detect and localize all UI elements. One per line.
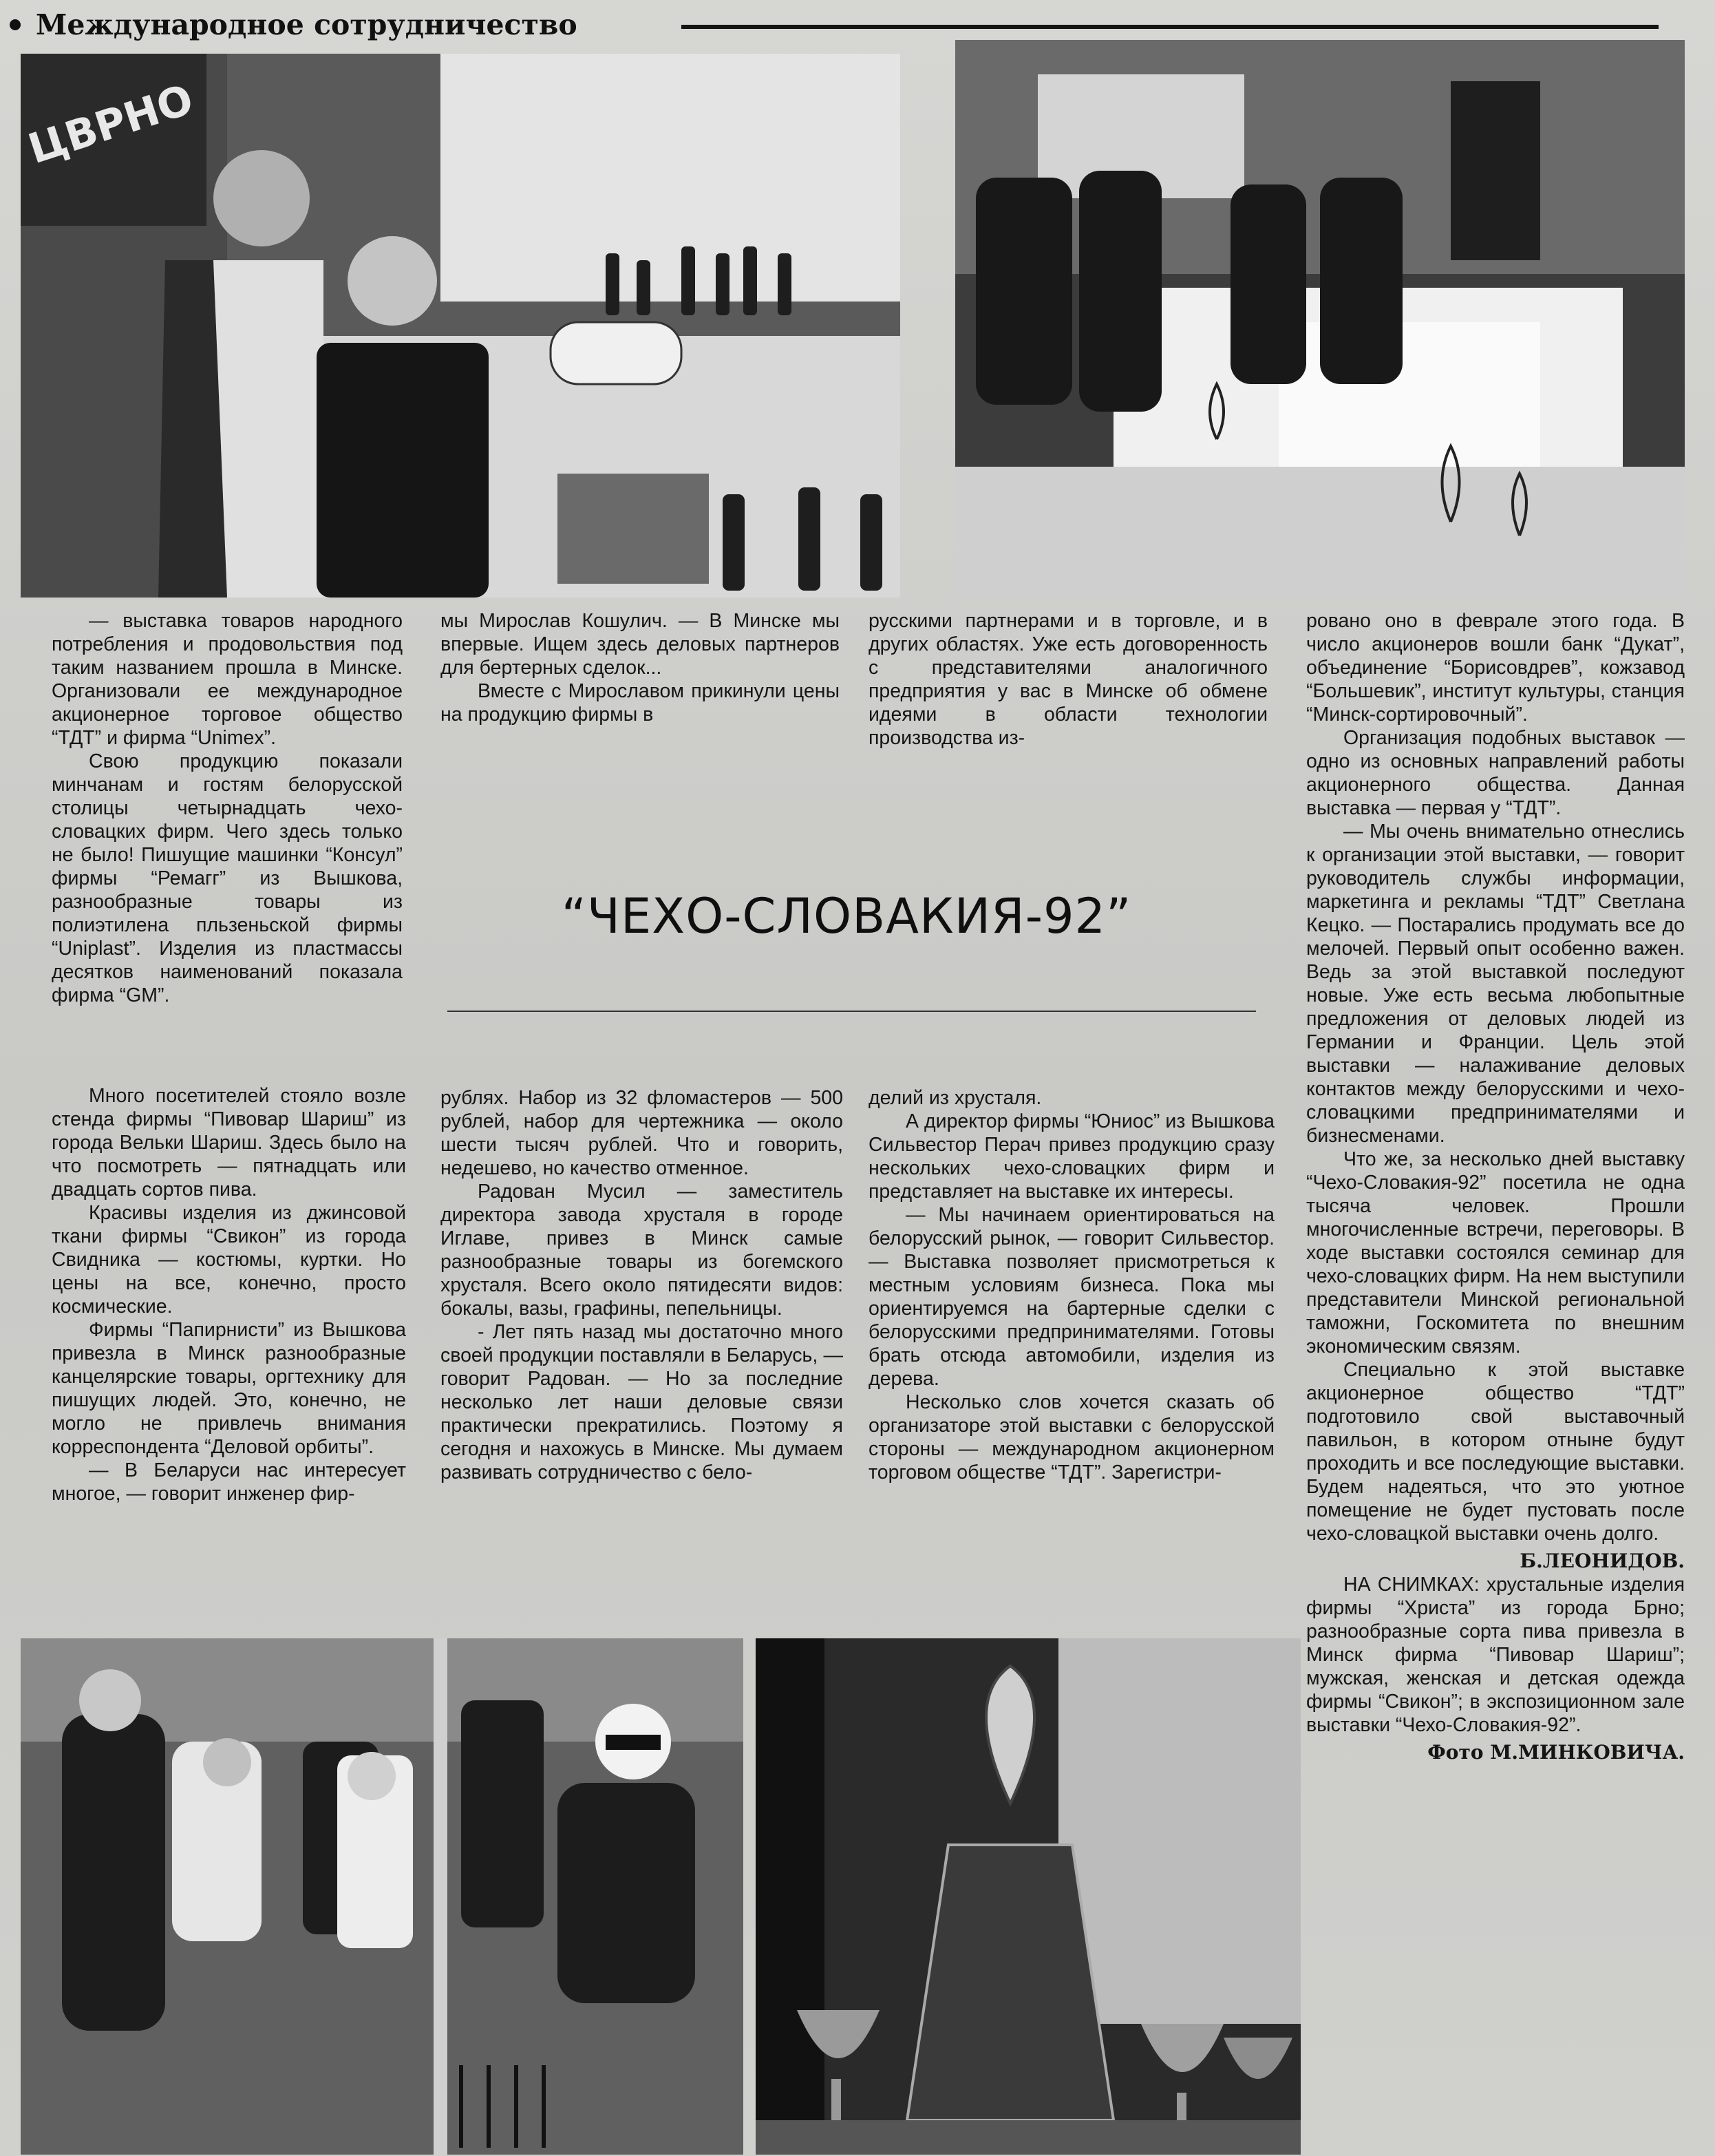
- article-headline: “ЧЕХО-СЛОВАКИЯ-92”: [561, 888, 1132, 944]
- headline-rule: [447, 1011, 1256, 1012]
- paragraph: — Мы очень внимательно отнеслись к организации этой выставки, — говорит руководитель службы информации, маркетинга и рекламы “ТДТ” Светлана Кецко. — Постарались продумать все до мелочей. Первый опыт особенно важен. Ведь за этой выставкой последуют новые. Уже есть весьма любопытные предложения от деловых людей из Германии и Франции. Цель этой выставки — налаживание деловых контактов между белорусскими и чехо-словацкими предпринимателями и бизнесменами.: [1306, 821, 1685, 1147]
- paragraph: Что же, за несколько дней выставку “Чехо-Словакия-92” посетила не одна тысяча человек. Прошли многочисленные встречи, переговоры. В ходе выставки состоялся семинар для чехо-словацких фирм. На нем выступили представители Минской региональной таможни, Госкомитета по внешним экономическим связям.: [1306, 1148, 1685, 1357]
- lower-column-2: [440, 1086, 843, 1484]
- paragraph: Специально к этой выставке акционерное общество “ТДТ” подготовило свой выставочный павильон, в котором отныне будут проходить и все последующие выставки. Будем надеяться, что это уютное помещение не будет пустовать после чехо-словацкой выставки очень долго.: [1306, 1359, 1685, 1545]
- paragraph: Фирмы “Папирнисти” из Вышкова привезла в Минск разнообразные канцелярские товары, оргтехнику для пишущих людей. Это, конечно, не могло не привлечь внимания корреспондента “Деловой орбиты”.: [52, 1319, 406, 1458]
- paragraph: рублях. Набор из 32 фломастеров — 500 рублей, набор для чертежника — около шести тысяч рублей. Что и говорить, недешево, но качество отменное.: [440, 1087, 843, 1179]
- photo-exhibition-hall: [955, 40, 1685, 598]
- bullet-icon: [10, 19, 21, 30]
- author-byline: Б.ЛЕОНИДОВ.: [1520, 1550, 1685, 1572]
- photo-clothing-stand: [21, 1638, 743, 2155]
- rubric-title: Международное сотрудничество: [36, 8, 577, 41]
- upper-column-2: [440, 609, 840, 726]
- photo-caption: НА СНИМКАХ: хрустальные изделия фирмы “Христа” из города Брно; разнообразные сорта пива привезла в Минск фирма “Пивовар Шариш”; мужская, женская и детская одежда фирмы “Свикон”; в экспозиционном зале выставки “Чехо-Словакия-92”.: [1306, 1574, 1685, 1736]
- paragraph: Вместе с Мирославом прикинули цены на продукцию фирмы в: [440, 680, 840, 726]
- photo-credit: Фото М.МИНКОВИЧА.: [1427, 1741, 1685, 1764]
- paragraph: Свою продукцию показали минчанам и гостям белорусской столицы четырнадцать чехо-словацких фирм. Чего здесь только не было! Пишущие машинки “Консул” фирмы “Ремагг” из Вышкова, разнообразные товары из полиэтилена пльзеньской фирмы “Uniplast”. Изделия из пластмассы десятков наименований показала фирма “GM”.: [52, 750, 403, 1006]
- upper-column-3: [869, 609, 1268, 750]
- photo-exhibition-hall-image: [955, 40, 1685, 598]
- photo-beer-stand: [21, 54, 900, 598]
- photo-clothing-stand-image: [21, 1638, 743, 2155]
- paragraph: мы Мирослав Кошулич. — В Минске мы впервые. Ищем здесь деловых партнеров для бертерных сделок...: [440, 610, 840, 679]
- right-column: [1306, 609, 1685, 1764]
- section-rubric: [10, 4, 577, 45]
- paragraph: Несколько слов хочется сказать об организаторе этой выставки с белорусской стороны — международном акционерном торговом обществе “ТДТ”. Зарегистри-: [869, 1391, 1275, 1483]
- paragraph: А директор фирмы “Юниос” из Вышкова Сильвестор Перач привез продукцию сразу нескольких чехо-словацких фирм и представляет на выставке их интересы.: [869, 1110, 1275, 1203]
- paragraph: — В Беларуси нас интересует многое, — говорит инженер фир-: [52, 1459, 406, 1505]
- paragraph: русскими партнерами и в торговле, и в других областях. Уже есть договоренность с представителями аналогичного предприятия у вас в Минске об обмене идеями в области технологии производства из-: [869, 610, 1268, 749]
- paragraph: делий из хрусталя.: [869, 1087, 1042, 1109]
- photo-crystal: [756, 1638, 1301, 2155]
- lower-column-1: [52, 1084, 406, 1505]
- paragraph: — выставка товаров народного потребления и продовольствия под таким названием прошла в Минске. Организовали ее международное акционерное торговое общество “ТДТ” и фирма “Unimex”.: [52, 610, 403, 749]
- paragraph: - Лет пять назад мы достаточно много своей продукции поставляли в Беларусь, — говорит Радован. — Но за последние несколько лет наши деловые связи практически прекратились. Поэтому я сегодня и нахожусь в Минске. Мы думаем развивать сотрудничество с бело-: [440, 1321, 843, 1483]
- rubric-rule: [681, 25, 1659, 29]
- lower-column-3: [869, 1086, 1275, 1484]
- paragraph: Красивы изделия из джинсовой ткани фирмы “Свикон” из города Свидника — костюмы, куртки. Но цены на все, конечно, просто космические.: [52, 1202, 406, 1318]
- paragraph: ровано оно в феврале этого года. В число акционеров вошли банк “Дукат”, объединение “Борисовдрев”, кожзавод “Большевик”, институт культуры, станция “Минск-сортировочный”.: [1306, 610, 1685, 726]
- svg-text:ЦВРНО: ЦВРНО: [23, 75, 200, 174]
- photo-beer-stand-image: [21, 54, 900, 598]
- photo-crystal-image: [756, 1638, 1301, 2155]
- paragraph: Много посетителей стояло возле стенда фирмы “Пивовар Шариш” из города Вельки Шариш. Здесь было на что посмотреть — пятнадцать или двадцать сортов пива.: [52, 1085, 406, 1201]
- paragraph: — Мы начинаем ориентироваться на белорусский рынок, — говорит Сильвестор. — Выставка позволяет присмотреться к местным условиям бизнеса. Пока мы ориентируемся на бартерные сделки с белорусскими предпринимателями. Готовы брать отсюда автомобили, изделия из дерева.: [869, 1204, 1275, 1390]
- upper-column-1: [52, 609, 403, 1007]
- paragraph: Радован Мусил — заместитель директора завода хрусталя в городе Иглаве, привез в Минск самые разнообразные товары из богемского хрусталя. Всего около пятидесяти видов: бокалы, вазы, графины, пепельницы.: [440, 1181, 843, 1320]
- paragraph: Организация подобных выставок — одно из основных направлений работы акционерного общества. Данная выставка — первая у “ТДТ”.: [1306, 727, 1685, 819]
